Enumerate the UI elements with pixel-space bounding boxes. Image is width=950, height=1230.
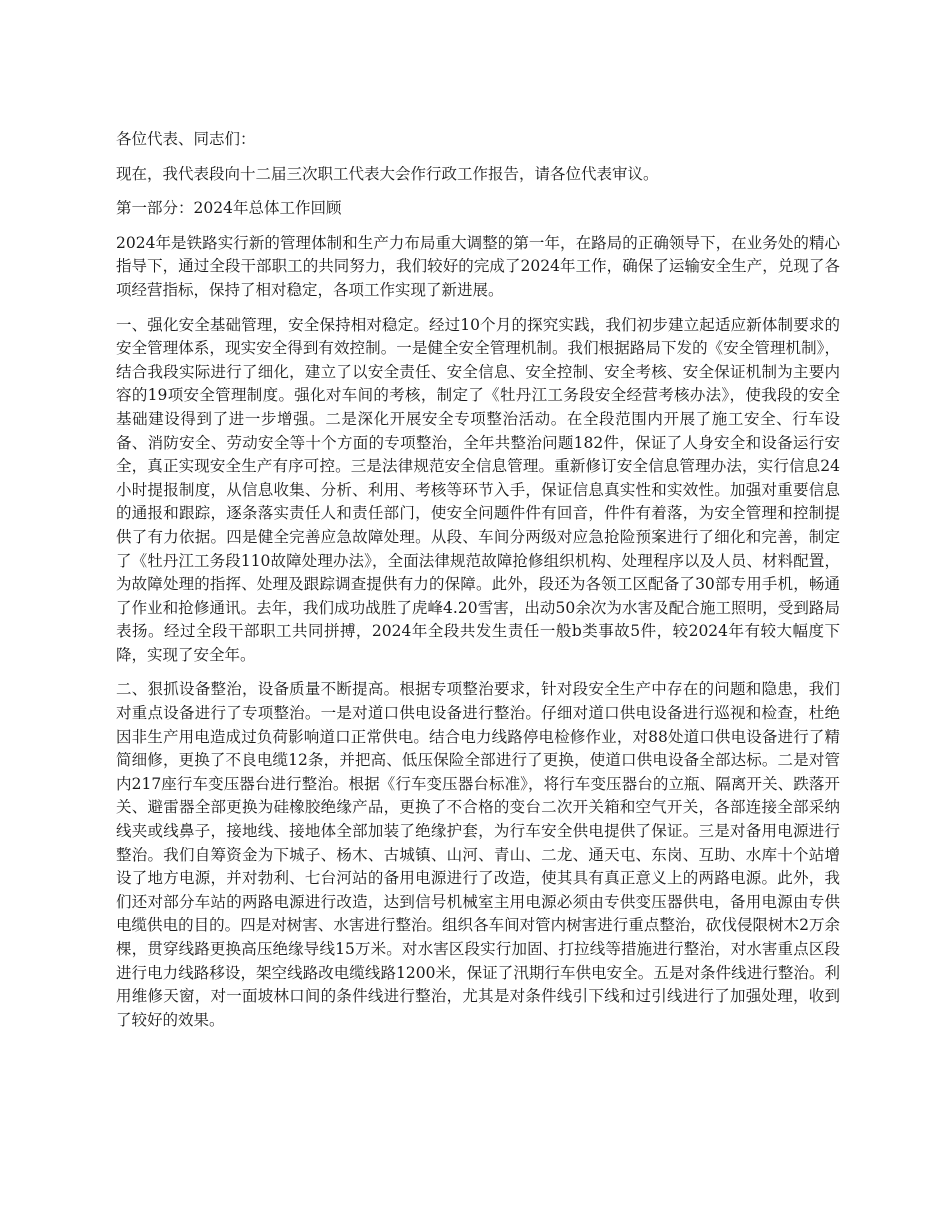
safety-management-paragraph: 一、强化安全基础管理，安全保持相对稳定。经过10个月的探究实践，我们初步建立起适应新体制要求的安全管理体系，现实安全得到有效控制。一是健全安全管理机制。我们根据路局下发的《安全管理机制》，结合我段实际进行了细化，建立了以安全责任、安全信息、安全控制、安全考核、安全保证机制为主要内容的19项安全管理制度。强化对车间的考核，制定了《牡丹江工务段安全经营考核办法》，使我段的安全基础建设得到了进一步增强。二是深化开展安全专项整治活动。在全段范围内开展了施工安全、行车设备、消防安全、劳动安全等十个方面的专项整治，全年共整治问题182件，保证了人身安全和设备运行安全，真正实现安全生产有序可控。三是法律规范安全信息管理。重新修订安全信息管理办法，实行信息24小时提报制度，从信息收集、分析、利用、考核等环节入手，保证信息真实性和实效性。加强对重要信息的通报和跟踪，逐条落实责任人和责任部门，使安全问题件件有回音，件件有着落，为安全管理和控制提供了有力依据。四是健全完善应急故障处理。从段、车间分两级对应急抢险预案进行了细化和完善，制定了《牡丹江工务段110故障处理办法》，全面法律规范故障抢修组织机构、处理程序以及人员、材料配置，为故障处理的指挥、处理及跟踪调查提供有力的保障。此外，段还为各领工区配备了30部专用手机，畅通了作业和抢修通讯。去年，我们成功战胜了虎峰4.20雪害，出动50余次为水害及配合施工照明，受到路局表扬。经过全段干部职工共同拼搏，2024年全段共发生责任一般b类事故5件，较2024年有较大幅度下降，实现了安全年。 [116, 315, 840, 664]
section-heading: 第一部分：2024年总体工作回顾 [116, 199, 342, 218]
document-page [116, 128, 840, 1043]
equipment-rectification-paragraph: 二、狠抓设备整治，设备质量不断提高。根据专项整治要求，针对段安全生产中存在的问题和隐患，我们对重点设备进行了专项整治。一是对道口供电设备进行整治。仔细对道口供电设备进行巡视和检查，杜绝因非生产用电造成过负荷影响道口正常供电。结合电力线路停电检修作业，对88处道口供电设备进行了精简细修，更换了不良电缆12条，并把高、低压保险全部进行了更换，使道口供电设备全部达标。二是对管内217座行车变压器台进行整治。根据《行车变压器台标准》，将行车变压器台的立瓶、隔离开关、跌落开关、避雷器全部更换为硅橡胶绝缘产品，更换了不合格的变台二次开关箱和空气开关，各部连接全部采纳线夹或线鼻子，接地线、接地体全部加装了绝缘护套，为行车安全供电提供了保证。三是对备用电源进行整治。我们自筹资金为下城子、杨木、古城镇、山河、青山、二龙、通天屯、东岗、互助、水库十个站增设了地方电源，并对勃利、七台河站的备用电源进行了改造，使其具有真正意义上的两路电源。此外，我们还对部分车站的两路电源进行改造，达到信号机械室主用电源必须由专供变压器供电，备用电源由专供电缆供电的目的。四是对树害、水害进行整治。组织各车间对管内树害进行重点整治，砍伐侵限树木2万余棵，贯穿线路更换高压绝缘导线15万米。对水害区段实行加固、打拉线等措施进行整治，对水害重点区段进行电力线路移设，架空线路改电缆线路1200米，保证了汛期行车供电安全。五是对条件线进行整治。利用维修天窗，对一面坡林口间的条件线进行整治，尤其是对条件线引下线和过引线进行了加强处理，收到了较好的效果。 [116, 680, 840, 1029]
overview-paragraph: 2024年是铁路实行新的管理体制和生产力布局重大调整的第一年，在路局的正确领导下，在业务处的精心指导下，通过全段干部职工的共同努力，我们较好的完成了2024年工作，确保了运输安全生产，兑现了各项经营指标，保持了相对稳定，各项工作实现了新进展。 [116, 233, 840, 299]
salutation: 各位代表、同志们： [116, 130, 256, 148]
intro-paragraph: 现在，我代表段向十二届三次职工代表大会作行政工作报告，请各位代表审议。 [116, 164, 659, 183]
